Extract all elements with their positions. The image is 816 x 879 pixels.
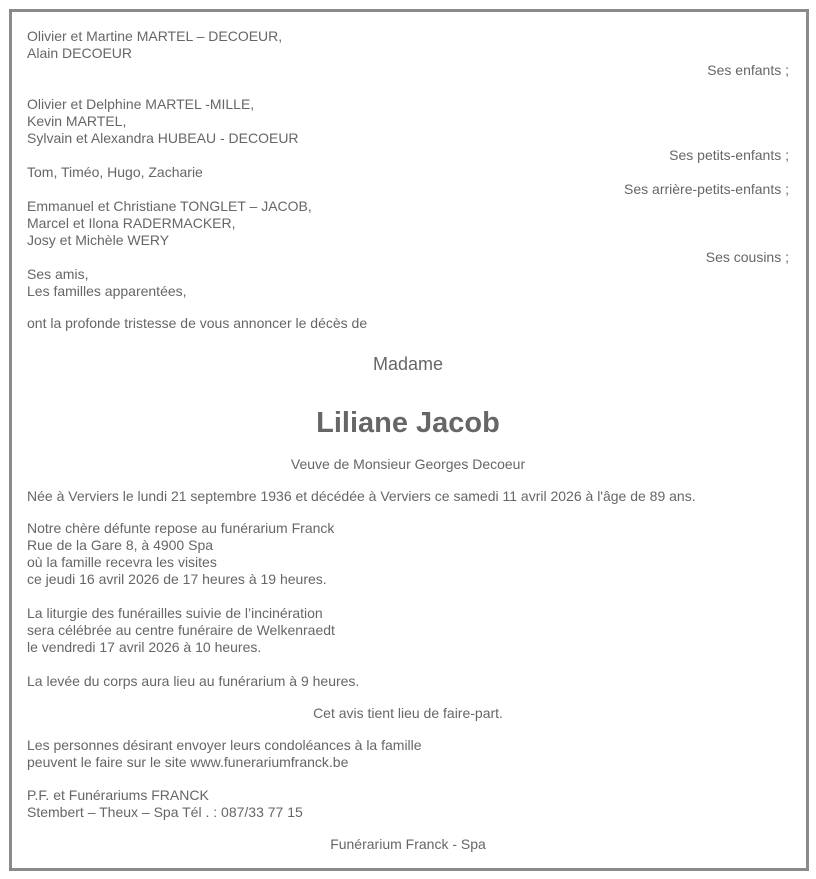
grandchildren-label: Ses petits-enfants ; — [669, 147, 789, 163]
grandchildren-line: Sylvain et Alexandra HUBEAU - DECOEUR — [27, 130, 299, 146]
great-grandchildren-label: Ses arrière-petits-enfants ; — [624, 181, 789, 197]
visitation-line: Rue de la Gare 8, à 4900 Spa — [27, 537, 214, 553]
removal-text: La levée du corps aura lieu au funérarium à 9 heures. — [27, 673, 360, 689]
liturgy-line: sera célébrée au centre funéraire de Welkenraedt — [27, 622, 335, 638]
condolences-line: Les personnes désirant envoyer leurs condoléances à la famille — [27, 737, 422, 753]
great-grandchildren-line: Tom, Timéo, Hugo, Zacharie — [27, 164, 203, 180]
deceased-name: Liliane Jacob — [316, 407, 500, 439]
condolences-line: peuvent le faire sur le site www.funerariumfranck.be — [27, 754, 349, 770]
children-label: Ses enfants ; — [707, 62, 789, 78]
liturgy-line: le vendredi 17 avril 2026 à 10 heures. — [27, 639, 262, 655]
footer-text: Funérarium Franck - Spa — [330, 836, 486, 852]
visitation-line: où la famille recevra les visites — [27, 554, 217, 570]
cousins-line: Emmanuel et Christiane TONGLET – JACOB, — [27, 198, 312, 214]
liturgy-line: La liturgie des funérailles suivie de l’incinération — [27, 605, 323, 621]
children-line: Alain DECOEUR — [27, 45, 133, 61]
visitation-line: ce jeudi 16 avril 2026 de 17 heures à 19 heures. — [27, 571, 327, 587]
cousins-line: Josy et Michèle WERY — [27, 232, 170, 248]
deceased-spouse: Veuve de Monsieur Georges Decoeur — [290, 456, 526, 472]
friends-line: Ses amis, — [27, 266, 89, 282]
birth-death-dates: Née à Verviers le lundi 21 septembre 1936 et décédée à Verviers ce samedi 11 avril 2026 à l'âge de 89 ans. — [27, 488, 696, 504]
visitation-line: Notre chère défunte repose au funérarium Franck — [27, 520, 335, 536]
funeral-home-line: Stembert – Theux – Spa Tél . : 087/33 77 15 — [27, 804, 303, 820]
grandchildren-line: Olivier et Delphine MARTEL -MILLE, — [27, 96, 255, 112]
deceased-title: Madame — [372, 354, 444, 374]
grandchildren-line: Kevin MARTEL, — [27, 113, 127, 129]
children-line: Olivier et Martine MARTEL – DECOEUR, — [27, 28, 283, 44]
funeral-home-line: P.F. et Funérariums FRANCK — [27, 787, 209, 803]
cousins-label: Ses cousins ; — [705, 249, 789, 265]
friends-line: Les familles apparentées, — [27, 283, 187, 299]
announcement-text: ont la profonde tristesse de vous annoncer le décès de — [27, 315, 368, 331]
cousins-line: Marcel et Ilona RADERMACKER, — [27, 215, 236, 231]
notice-text: Cet avis tient lieu de faire-part. — [313, 705, 503, 721]
